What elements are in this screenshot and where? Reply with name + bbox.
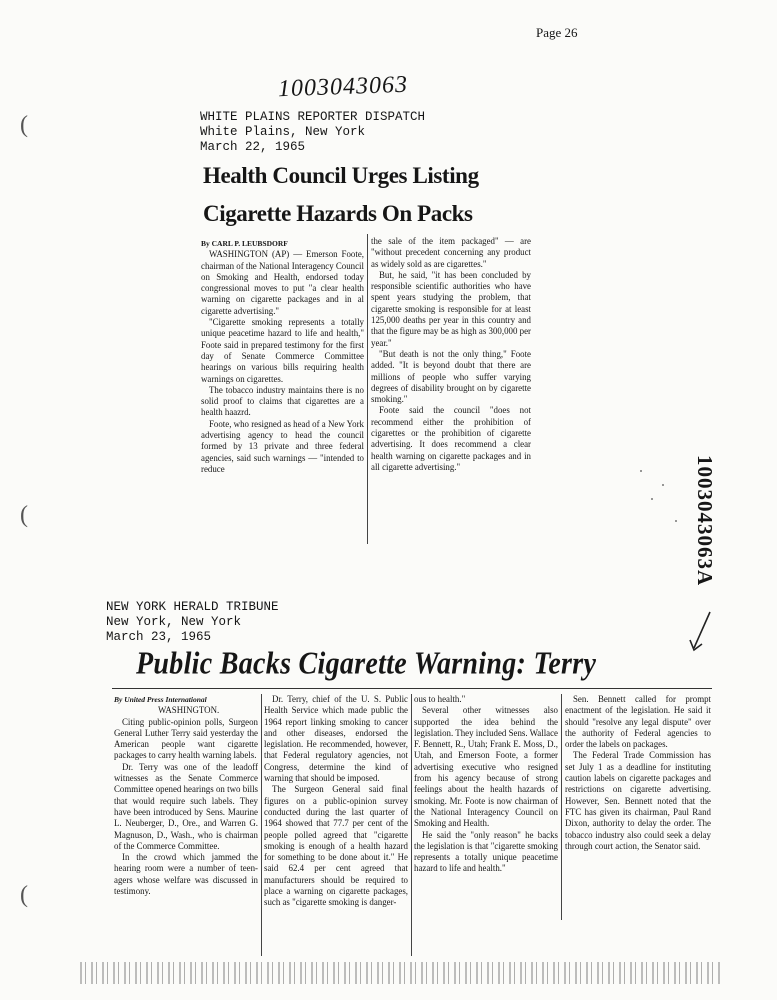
scan-speck xyxy=(651,498,653,500)
scan-speck xyxy=(675,520,677,522)
side-stamp-suffix: A xyxy=(693,570,717,587)
paragraph: The Federal Trade Commission has set July 1 as a deadline for instituting caution labels on cigarette packages and restrictions on cigarette advertising. However, Sen. Bennett noted that the FTC has given its chairman, Paul Rand Dixon, authority to delay the order. The tobacco industry also could seek a delay through court action, the Senator said. xyxy=(565,750,711,851)
paragraph: But, he said, "it has been concluded by responsible scientific authorities who have spent years studying the problem, that cigarette smoking is responsible for at least 125,000 deaths per year in this country and that the figure may be as high as 300,000 per year." xyxy=(371,269,531,348)
margin-parenthesis: ( xyxy=(20,112,28,138)
clip1-source-line: WHITE PLAINS REPORTER DISPATCH xyxy=(200,110,426,124)
side-stamp xyxy=(692,455,717,586)
clip1-column-1 xyxy=(201,238,364,475)
clip2-column-1 xyxy=(114,694,258,897)
paragraph: Dr. Terry, chief of the U. S. Public Health Service which made public the 1964 report linking smoking to cancer and other diseases, endorsed the legislation. He recommended, however, that Federal regulatory agencies, not Congress, determine the kind of warning that should be imposed. xyxy=(264,694,408,784)
page-number: Page 26 xyxy=(536,25,578,40)
paragraph: Foote, who resigned as head of a New York advertising agency to head the council formed by 13 private and three federal agencies, said such warnings — "intended to reduce xyxy=(201,418,364,474)
paragraph: The Surgeon General said final figures on a public-opinion survey conducted during the last quarter of 1964 showed that 77.7 per cent of the people polled agreed that "cigarette smoking is enough of a health hazard for something to be done about it." He said 62.4 per cent agreed that manufacturers should be required to place a warning on cigarette packages, such as "cigarette smoking is danger- xyxy=(264,784,408,908)
clip2-dateline: WASHINGTON. xyxy=(158,705,220,716)
clip2-headline: Public Backs Cigarette Warning: Terry xyxy=(136,646,597,682)
paragraph: He said the "only reason" he backs the legislation is that "cigarette smoking represents a totally unique peacetime hazard to life and health." xyxy=(414,829,558,874)
clip1-headline xyxy=(203,157,479,233)
clip2-source-line: New York, New York xyxy=(106,615,242,629)
paragraph: "Cigarette smoking represents a totally unique peacetime hazard to life and health," Foote said in prepared testimony for the first day of Senate Commerce Committee hearings on various bills requiring health warnings on cigarettes. xyxy=(201,317,364,384)
paragraph: "But death is not the only thing," Foote added. "It is beyond doubt that there are millions of people who suffer varying degrees of disability brought on by cigarette smoking." xyxy=(371,348,531,405)
clip1-source-line: White Plains, New York xyxy=(200,125,366,139)
clip2-column-2 xyxy=(264,694,408,909)
handwritten-document-id: 1003043063 xyxy=(277,71,409,103)
paragraph: Foote said the council "does not recommend either the prohibition of cigarettes or the prohibition of cigarette advertising. It does recommend a clear health warning on cigarette packages and in all cigarette advertising." xyxy=(371,405,531,472)
paragraph: WASHINGTON (AP) — Emerson Foote, chairman of the National Interagency Council on Smoking and Health, endorsed today congressional moves to put "a clear health warning on cigarette packages and in al cigarette advertising." xyxy=(201,249,364,316)
headline-rule xyxy=(112,688,712,689)
paragraph: In the crowd which jammed the hearing room were a number of teen-agers whose welfare was discussed in testimony. xyxy=(114,852,258,897)
clip2-source-line: NEW YORK HERALD TRIBUNE xyxy=(106,600,279,614)
paragraph: Several other witnesses also supported the idea behind the legislation. They included Sens. Wallace F. Bennett, R., Utah; Frank E. Moss, D., Utah, and Emerson Foote, a former advertising executive who resigned from his agency because of strong feelings about the health hazards of smoking. Mr. Foote is now chairman of the National Interagency Council on Smoking and Health. xyxy=(414,705,558,829)
paragraph: The tobacco industry maintains there is no solid proof to claims that cigarettes are a health haazrd. xyxy=(201,384,364,418)
column-divider xyxy=(411,694,412,956)
side-stamp-id: 1003043063 xyxy=(693,455,717,570)
clip2-column-3 xyxy=(414,694,558,875)
clip2-source xyxy=(106,600,279,645)
margin-parenthesis: ( xyxy=(20,502,28,528)
clip2-column-4 xyxy=(565,694,711,852)
paragraph: ous to health." xyxy=(414,694,466,704)
clip1-column-2 xyxy=(371,236,531,473)
scan-speck xyxy=(662,484,664,486)
margin-parenthesis: ( xyxy=(20,882,28,908)
column-divider xyxy=(561,694,562,920)
clip1-source-line: March 22, 1965 xyxy=(200,140,306,154)
clip1-headline-line1: Health Council Urges Listing xyxy=(203,163,479,188)
paragraph: Citing public-opinion polls, Surgeon General Luther Terry said yesterday the American people want cigarette packages to carry health warning labels. xyxy=(114,716,258,761)
clip1-byline: By CARL P. LEUBSDORF xyxy=(201,239,288,248)
clip2-byline: By United Press International xyxy=(114,695,207,704)
column-divider xyxy=(261,694,262,956)
clip1-source xyxy=(200,110,425,155)
paragraph: Dr. Terry was one of the leadoff witnesses as the Senate Commerce Committee opened hearings on two bills that would require such labels. They have been introduced by Sens. Maurine L. Neuberger, D., Ore., and Warren G. Magnuson, D., Wash., who is chairman of the Commerce Committee. xyxy=(114,761,258,851)
arrow-icon xyxy=(688,610,714,654)
clip2-source-line: March 23, 1965 xyxy=(106,630,212,644)
scan-noise xyxy=(80,962,720,984)
column-divider xyxy=(367,234,368,544)
paragraph: Sen. Bennett called for prompt enactment of the legislation. He said it should "resolve any legal dispute" over the authority of Federal agencies to order the labels on packages. xyxy=(565,694,711,750)
paragraph: the sale of the item packaged" — are "without precedent concerning any product as widely sold as are cigarettes." xyxy=(371,236,531,269)
scan-speck xyxy=(640,470,642,472)
clip1-headline-line2: Cigarette Hazards On Packs xyxy=(203,201,473,226)
